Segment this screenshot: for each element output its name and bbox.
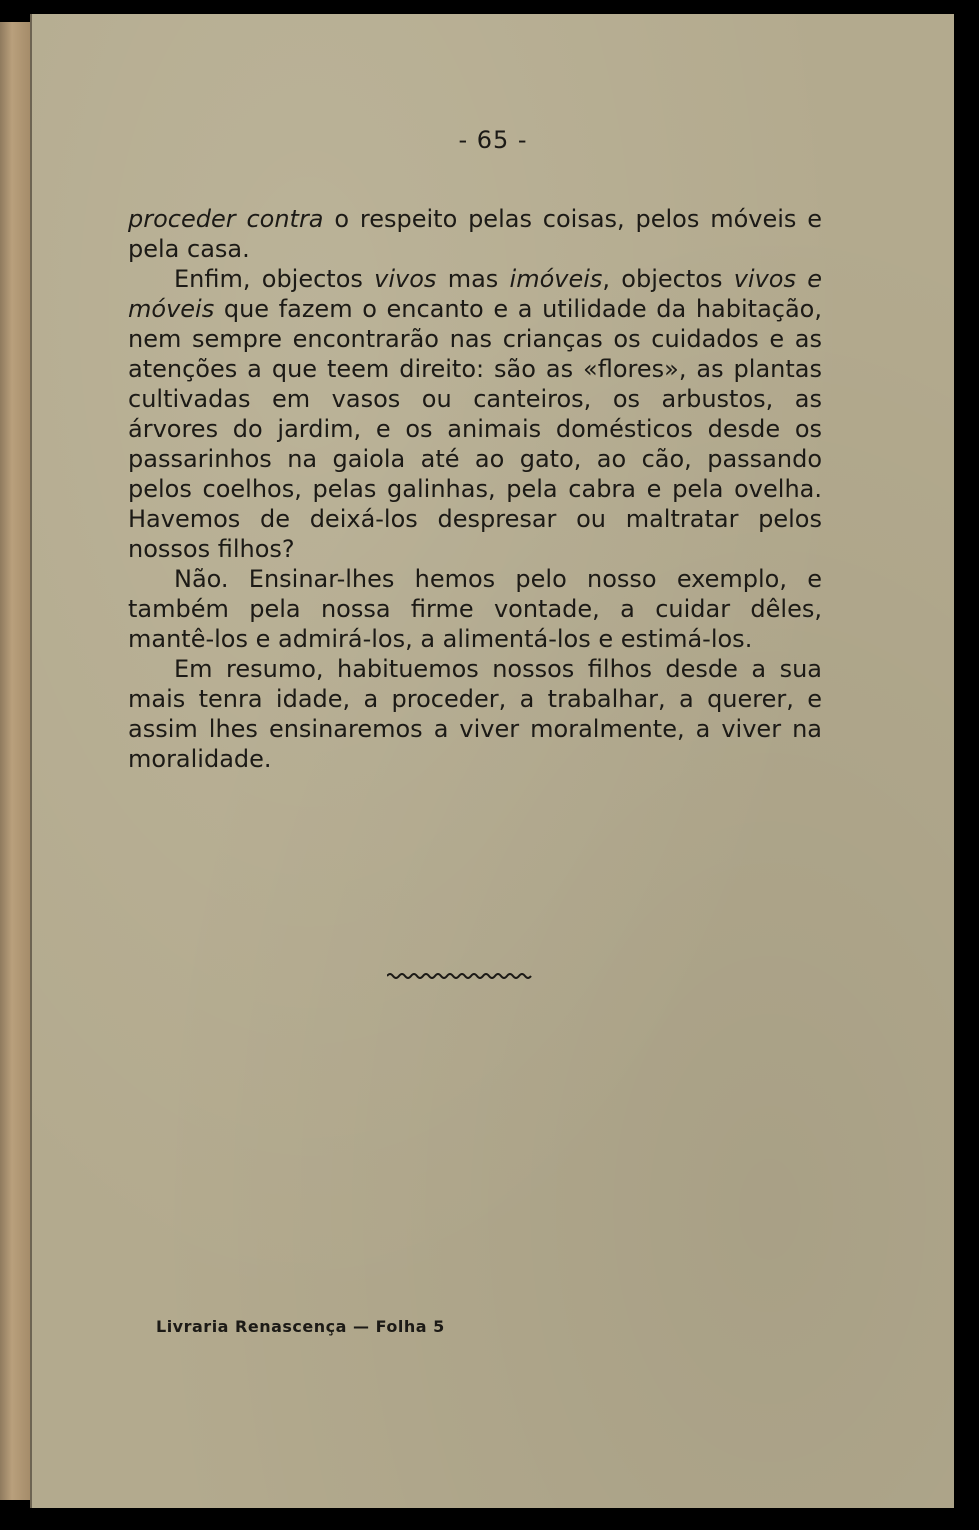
paragraph	[128, 654, 822, 774]
paragraph	[128, 204, 822, 264]
paragraph	[128, 564, 822, 654]
text-run: mas	[436, 265, 510, 293]
book-spine-edge	[0, 22, 30, 1500]
text-run: , objectos	[602, 265, 734, 293]
text-run: que fazem o encanto e a utilidade da habitação, nem sempre encontrarão nas crianças os cuidados e as atenções a que teem direito: são as «flores», as plantas cultivadas em vasos ou canteiros, os arbustos, as árvores do jardim, e os animais domésticos desde os passarinhos na gaiola até ao gato, ao cão, passando pelos coelhos, pelas galinhas, pela cabra e pela ovelha. Havemos de deixá-los despresar ou maltratar pelos nossos filhos?	[128, 295, 822, 563]
italic-run: vivos e móveis	[128, 265, 823, 323]
publisher-footer: Livraria Renascença — Folha 5	[156, 1317, 445, 1336]
paper-sheet	[30, 14, 954, 1508]
text-run: Não. Ensinar-lhes hemos pelo nosso exemplo, e também pela nossa firme vontade, a cuidar dêles, mantê-los e admirá-los, a alimentá-los e estimá-los.	[128, 565, 822, 653]
italic-run: vivos	[374, 265, 437, 293]
italic-run: proceder contra	[128, 205, 324, 233]
text-run: Enfim, objectos	[174, 265, 375, 293]
ornament-divider	[387, 970, 532, 980]
text-run: Em resumo, habituemos nossos filhos desde a sua mais tenra idade, a proceder, a trabalhar, a querer, e assim lhes ensinaremos a viver moralmente, a viver na moralidade.	[128, 655, 822, 773]
body-text	[128, 204, 822, 774]
italic-run: imóveis	[509, 265, 603, 293]
paragraph	[128, 264, 822, 564]
page-number: - 65 -	[458, 126, 528, 154]
text-run: o respeito pelas coisas, pelos móveis e pela casa.	[128, 205, 822, 263]
